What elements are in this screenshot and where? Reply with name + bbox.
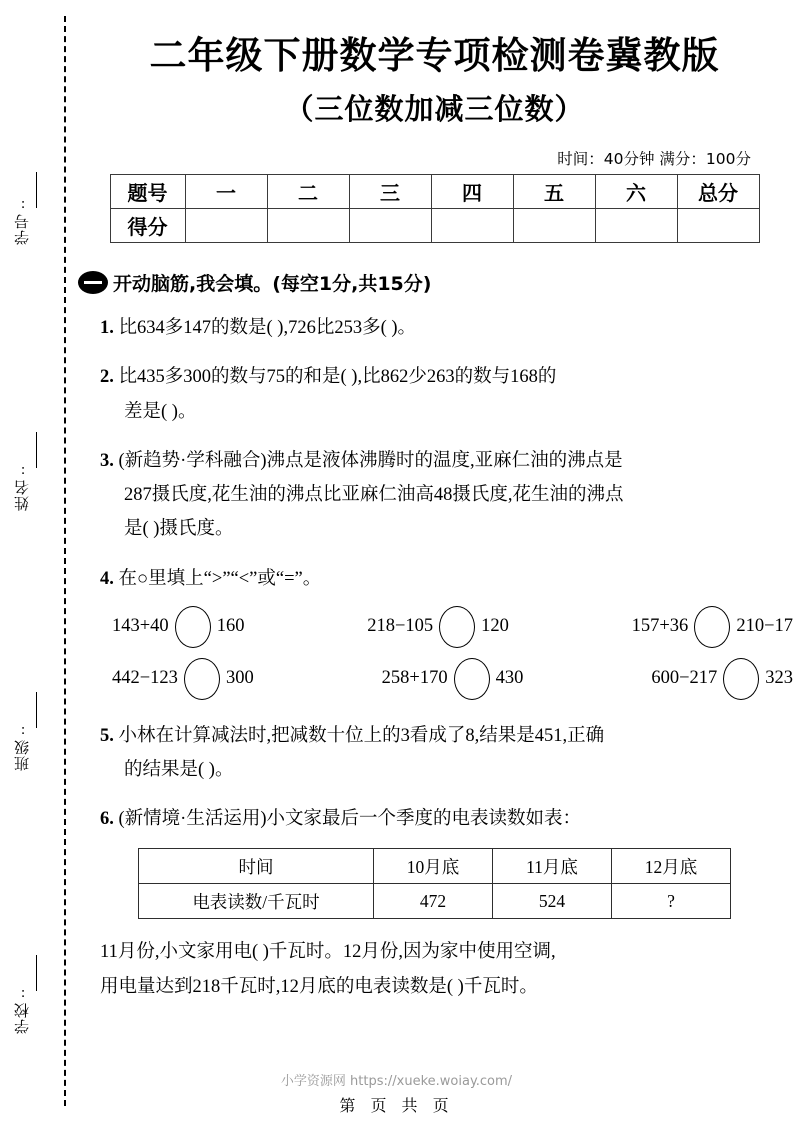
table-row (139, 849, 731, 884)
question-6 (100, 802, 768, 836)
question-text-line: 小林在计算减法时,把减数十位上的3看成了8,结果是451,正确 (118, 725, 605, 746)
score-table-cell: 五 (513, 175, 595, 209)
comparison-right-expression: 120 (481, 616, 509, 637)
score-entry-cell[interactable] (185, 209, 267, 243)
exam-meta: 时间：40分钟 满分：100分 (557, 150, 751, 169)
score-table-cell: 六 (595, 175, 677, 209)
question-number: 6. (100, 809, 114, 830)
meter-table-cell: 时间 (139, 849, 374, 884)
comparison-left-expression: 143+40 (112, 616, 169, 637)
margin-label-student-id: 学号: (15, 196, 31, 245)
score-table-cell: 得分 (110, 209, 185, 243)
question-text-line: 11月份,小文家用电( )千瓦时。12月份,因为家中使用空调, (100, 942, 556, 963)
comparison-item (382, 658, 524, 700)
section-title: 开动脑筋,我会填。(每空1分,共15分) (113, 273, 432, 296)
question-text: (新情境·生活运用)小文家最后一个季度的电表读数如表： (118, 809, 581, 830)
question-number: 5. (100, 725, 114, 746)
meter-table-wrapper (76, 848, 793, 919)
question-number: 1. (100, 318, 114, 339)
question-text-line: 是( )摄氏度。 (124, 519, 234, 540)
comparison-right-expression: 210−17 (736, 616, 793, 637)
comparison-answer-circle[interactable] (184, 658, 220, 700)
binding-margin (0, 0, 76, 1122)
meter-table-cell: 12月底 (612, 849, 731, 884)
section-heading-one (78, 269, 793, 296)
question-1 (100, 311, 768, 345)
score-entry-cell[interactable] (595, 209, 677, 243)
comparison-right-expression: 160 (216, 616, 245, 637)
question-number: 2. (100, 367, 114, 388)
meter-table-cell: 10月底 (374, 849, 493, 884)
question-5 (100, 719, 768, 787)
score-entry-cell[interactable] (431, 209, 513, 243)
page-subtitle: （三位数加减三位数） (284, 92, 585, 127)
comparison-answer-circle[interactable] (175, 606, 211, 648)
comparison-left-expression: 218−105 (367, 616, 434, 637)
score-table-cell: 一 (185, 175, 267, 209)
meter-table-cell-unknown: ? (612, 884, 731, 919)
question-2 (100, 360, 768, 428)
meter-reading-table (138, 848, 731, 919)
score-table (110, 174, 760, 243)
score-entry-cell[interactable] (267, 209, 349, 243)
comparison-item (632, 606, 793, 648)
meter-table-cell: 524 (493, 884, 612, 919)
comparison-row-2 (112, 658, 793, 700)
margin-label-school: 学校: (15, 985, 31, 1034)
question-6-followup (100, 935, 768, 1003)
comparison-item (112, 658, 254, 700)
margin-label-name: 姓名: (15, 462, 31, 511)
question-number: 3. (100, 450, 114, 471)
comparison-item (367, 606, 509, 648)
table-row (110, 209, 759, 243)
question-text-line: 的结果是( )。 (124, 759, 234, 780)
section-number-badge-icon (78, 271, 108, 294)
watermark: 小学资源网 https://xueke.woiay.com/ (280, 1074, 513, 1089)
question-text: 在○里填上“>”“<”或“=”。 (118, 568, 322, 589)
table-row (139, 884, 731, 919)
comparison-right-expression: 300 (225, 668, 254, 689)
binding-dashed-line (64, 16, 66, 1106)
question-text-line: 用电量达到218千瓦时,12月底的电表读数是( )千瓦时。 (100, 976, 538, 997)
question-text-line: (新趋势·学科融合)沸点是液体沸腾时的温度,亚麻仁油的沸点是 (118, 450, 623, 471)
question-4 (100, 562, 768, 596)
meter-table-cell: 11月底 (493, 849, 612, 884)
question-3 (100, 444, 768, 547)
comparison-answer-circle[interactable] (454, 658, 490, 700)
score-table-cell: 总分 (677, 175, 759, 209)
score-table-cell: 二 (267, 175, 349, 209)
comparison-answer-circle[interactable] (723, 658, 759, 700)
score-entry-cell[interactable] (677, 209, 759, 243)
comparison-answer-circle[interactable] (439, 606, 475, 648)
comparison-left-expression: 157+36 (631, 616, 689, 637)
question-text: 比634多147的数是( ),726比253多( )。 (118, 318, 417, 339)
comparison-item (112, 606, 244, 648)
meter-table-cell: 电表读数/千瓦时 (139, 884, 374, 919)
comparison-right-expression: 430 (495, 668, 524, 689)
table-row (110, 175, 759, 209)
score-entry-cell[interactable] (349, 209, 431, 243)
question-text-line: 比435多300的数与75的和是( ),比862少263的数与168的 (118, 367, 557, 388)
question-text-line: 287摄氏度,花生油的沸点比亚麻仁油高48摄氏度,花生油的沸点 (124, 485, 624, 506)
question-text-line: 差是( )。 (124, 401, 197, 422)
page-number: 第 页 共 页 (339, 1096, 454, 1115)
score-table-cell: 四 (431, 175, 513, 209)
score-entry-cell[interactable] (513, 209, 595, 243)
page-title: 二年级下册数学专项检测卷冀教版 (149, 34, 720, 77)
comparison-left-expression: 442−123 (112, 668, 178, 689)
comparison-item (651, 658, 793, 700)
comparison-answer-circle[interactable] (694, 606, 730, 648)
meter-table-cell: 472 (374, 884, 493, 919)
comparison-right-expression: 323 (765, 668, 793, 689)
score-table-cell: 题号 (110, 175, 185, 209)
comparison-row-1 (112, 606, 793, 648)
score-table-cell: 三 (349, 175, 431, 209)
margin-label-class: 班级: (15, 722, 31, 771)
comparison-left-expression: 600−217 (651, 668, 718, 689)
question-number: 4. (100, 568, 114, 589)
exam-page (76, 0, 793, 1122)
comparison-left-expression: 258+170 (381, 668, 448, 689)
